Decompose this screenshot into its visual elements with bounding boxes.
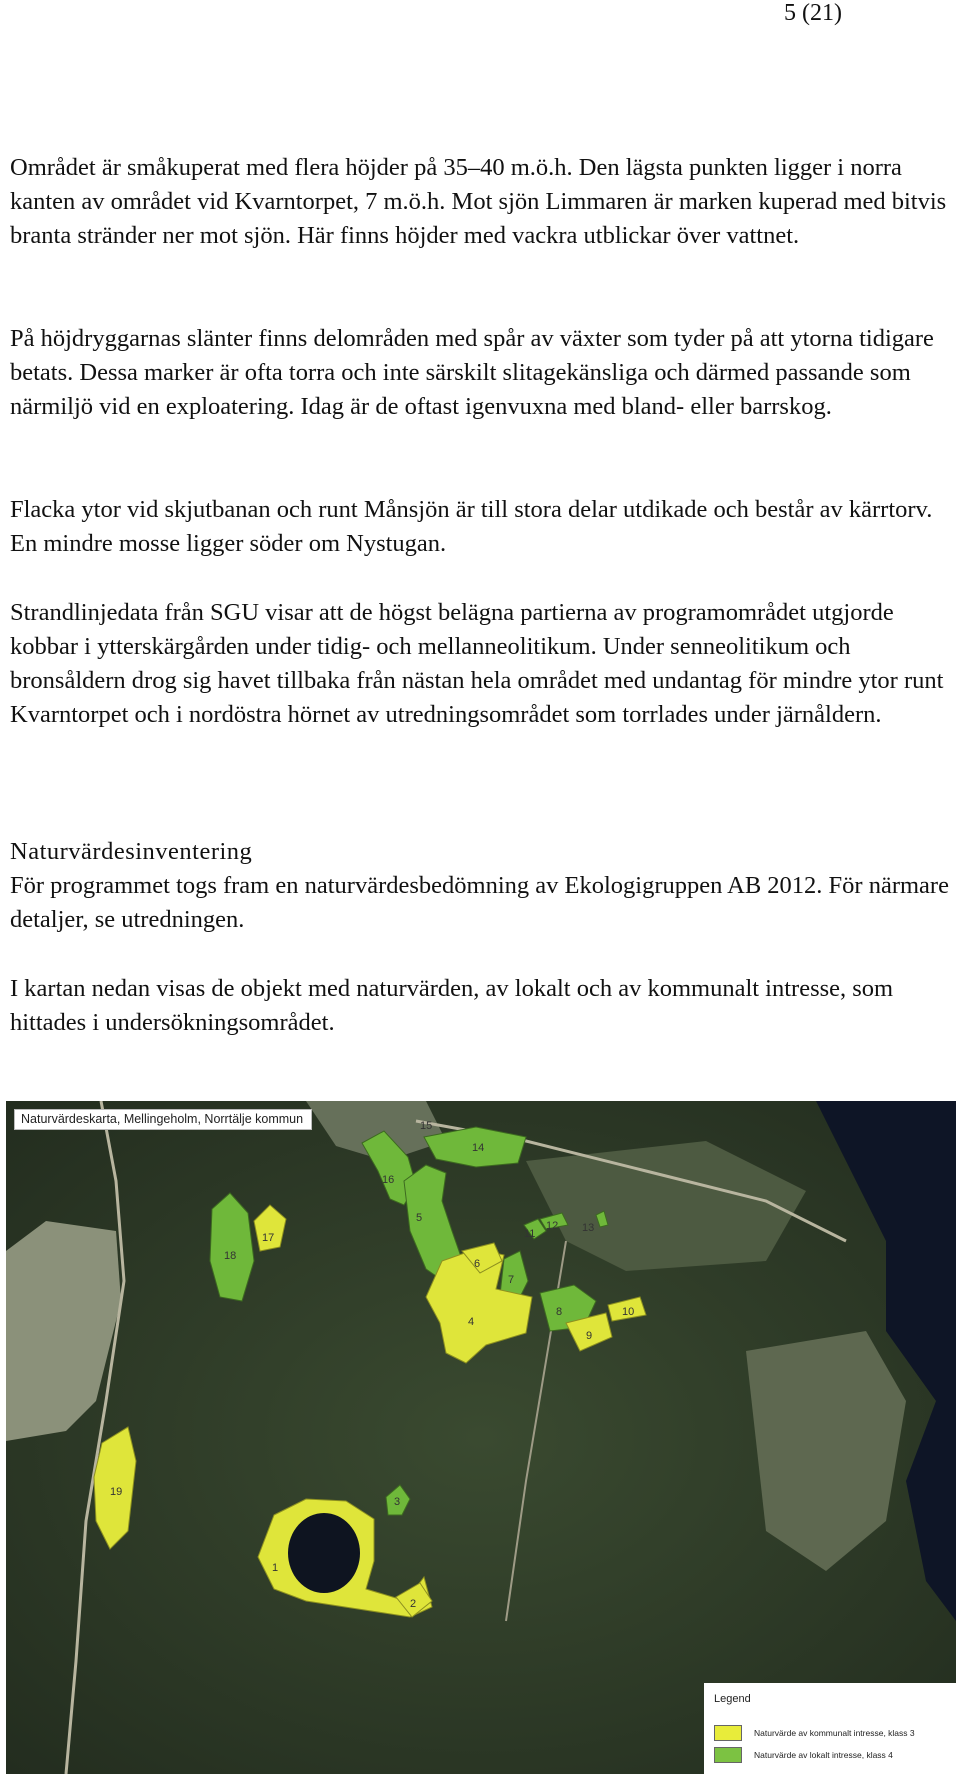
- label-9: 9: [586, 1330, 593, 1342]
- legend-title: Legend: [714, 1693, 751, 1705]
- label-15: 15: [420, 1120, 433, 1132]
- legend-item-class4: [714, 1747, 893, 1763]
- label-12: 12: [546, 1220, 559, 1232]
- paragraph-flat-areas: Flacka ytor vid skjutbanan och runt Månsjön är till stora delar utdikade och består av kärrtorv. En mindre mosse ligger söder om Nystugan.: [10, 496, 933, 557]
- label-2: 2: [410, 1598, 417, 1610]
- label-18: 18: [224, 1250, 237, 1262]
- section-nature-inventory: [10, 835, 955, 937]
- legend-swatch-class3: [714, 1725, 742, 1741]
- legend-label-class3: Naturvärde av kommunalt intresse, klass 3: [754, 1728, 915, 1738]
- paragraph-inventory: För programmet togs fram en naturvärdesbedömning av Ekologigruppen AB 2012. För närmare detaljer, se utredningen.: [10, 872, 949, 933]
- lake-mansjon: [288, 1513, 360, 1593]
- section-heading: Naturvärdesinventering: [10, 838, 253, 865]
- paragraph-terrain: Området är småkuperat med flera höjder på 35–40 m.ö.h. Den lägsta punkten ligger i norra kanten av området vid Kvarntorpet, 7 m.ö.h. Mot sjön Limmaren är marken kuperad med bitvis branta stränder ner mot sjön. Här finns höjder med vackra utblickar över vattnet.: [10, 154, 947, 249]
- map-title: Naturvärdeskarta, Mellingeholm, Norrtälje kommun: [14, 1109, 312, 1130]
- paragraph-slopes: På höjdryggarnas slänter finns delområden med spår av växter som tyder på att ytorna tidigare betats. Dessa marker är ofta torra och inte särskilt slitagekänsliga och därmed passande som närmiljö vid en exploatering. Idag är de oftast igenvuxna med bland- eller barrskog.: [10, 325, 934, 420]
- label-3: 3: [394, 1496, 401, 1508]
- label-7: 7: [508, 1274, 515, 1286]
- label-8: 8: [556, 1306, 563, 1318]
- paragraph-map-intro: I kartan nedan visas de objekt med naturvärden, av lokalt och av kommunalt intresse, som hittades i undersökningsområdet.: [10, 975, 894, 1036]
- map-image: [6, 1101, 956, 1774]
- label-11: 11: [524, 1228, 536, 1240]
- label-1: 1: [272, 1562, 279, 1574]
- label-4: 4: [468, 1316, 475, 1328]
- label-16: 16: [382, 1174, 395, 1186]
- legend-item-class3: [714, 1725, 915, 1741]
- label-13: 13: [582, 1222, 595, 1234]
- paragraph-shoreline: Strandlinjedata från SGU visar att de högst belägna partierna av programområdet utgjorde kobbar i ytterskärgården under tidig- och mellanneolitikum. Under senneolitikum och bronsåldern drog sig havet tillbaka från nästan hela området med undantag för mindre ytor runt Kvarntorpet och i nordöstra hörnet av utredningsområdet som torrlades under järnåldern.: [10, 599, 944, 728]
- legend-label-class4: Naturvärde av lokalt intresse, klass 4: [754, 1750, 893, 1760]
- label-19: 19: [110, 1486, 123, 1498]
- map-legend: [704, 1683, 956, 1774]
- label-6: 6: [474, 1258, 481, 1270]
- nature-value-map: [6, 1101, 956, 1774]
- legend-swatch-class4: [714, 1747, 742, 1763]
- label-14: 14: [472, 1142, 485, 1154]
- label-10: 10: [622, 1306, 635, 1318]
- page-number: 5 (21): [784, 0, 842, 26]
- label-5: 5: [416, 1212, 423, 1224]
- label-17: 17: [262, 1232, 275, 1244]
